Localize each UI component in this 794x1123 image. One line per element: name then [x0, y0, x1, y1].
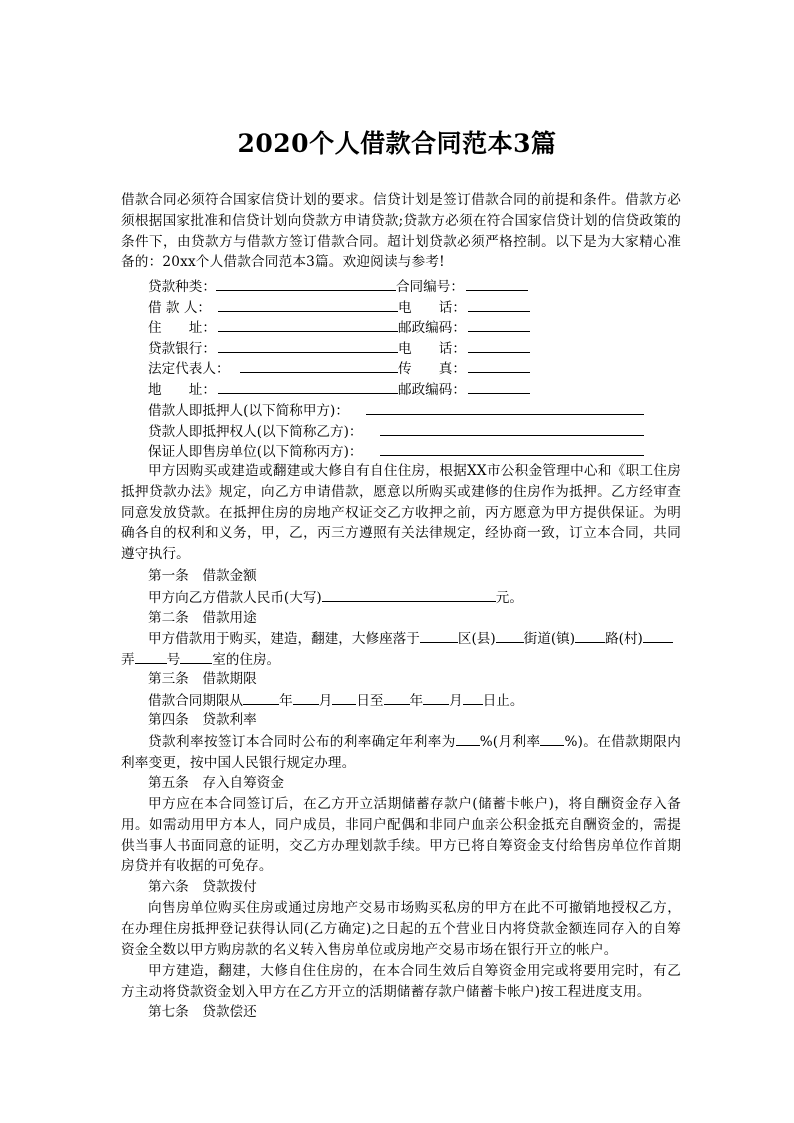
zip1-label: 邮政编码：: [398, 320, 466, 336]
preamble-paragraph: 甲方因购买或建造或翻建或大修自有自住住房，根据XX市公积金管理中心和《职工住房抵押贷款办法》规定，向乙方申请借款，愿意以所购买或建修的住房作为抵押。乙方经审查同意发放贷款。在抵押住房的房地产权证交乙方收押之前，丙方愿意为甲方提供保证。为明确各自的权利和义务，甲，乙，丙三方遵照有关法律规定，经协商一致，订立本合同，共同遵守执行。: [121, 463, 681, 563]
loan-type-label: 贷款种类：: [148, 279, 216, 295]
party-b-label: 贷款人即抵押权人(以下简称乙方)：: [148, 423, 363, 440]
start-month-field[interactable]: [293, 690, 319, 705]
article-3-text-4: 日至: [356, 692, 384, 709]
lane-field[interactable]: [135, 649, 167, 664]
article-6-heading: 第六条 贷款拨付: [148, 879, 257, 895]
form-row-party-c: [148, 441, 644, 462]
article-3-text-3: 月: [318, 692, 333, 709]
loan-amount-field[interactable]: [322, 587, 496, 602]
phone1-field[interactable]: [468, 297, 530, 312]
fax-label: 传 真：: [398, 361, 466, 377]
party-c-label: 保证人即售房单位(以下简称丙方)：: [148, 444, 363, 460]
intro-paragraph: 借款合同必须符合国家信贷计划的要求。信贷计划是签订借款合同的前提和条件。借款方必须根据国家批准和信贷计划向贷款方申请贷款;贷款方必须在符合国家信贷计划的信贷政策的条件下，由贷款方与借款方签订借款合同。超计划贷款必须严格控制。以下是为大家精心准备的：20xx个人借款合同范本3篇。欢迎阅读与参考!: [121, 192, 681, 271]
contract-no-field[interactable]: [466, 276, 528, 291]
fax-field[interactable]: [468, 358, 530, 373]
article-1-text-b: 元。: [495, 590, 523, 606]
article-2-heading: 第二条 借款用途: [148, 609, 257, 626]
article-3-text-2: 年: [279, 692, 293, 709]
article-2-text-1: 甲方借款用于购买，建造，翻建，大修座落于: [148, 631, 420, 647]
end-month-field[interactable]: [423, 690, 449, 705]
phone2-field[interactable]: [468, 338, 530, 353]
document-title: 2020个人借款合同范本3篇: [237, 129, 557, 158]
article-3-text-1: 借款合同期限从: [148, 692, 244, 709]
address2-label: 地 址：: [148, 381, 216, 398]
annual-rate-field[interactable]: [456, 731, 480, 746]
article-4-paragraph: [121, 731, 681, 774]
article-4-heading: 第四条 贷款利率: [148, 712, 257, 728]
form-row-address1: [148, 317, 530, 338]
start-day-field[interactable]: [332, 690, 356, 705]
start-year-field[interactable]: [243, 690, 279, 705]
form-row-bank: [148, 338, 530, 359]
party-b-field[interactable]: [380, 421, 644, 436]
address1-field[interactable]: [218, 317, 398, 332]
end-day-field[interactable]: [463, 690, 483, 705]
article-2-text-4: 路(村): [605, 631, 643, 647]
road-field-2[interactable]: [643, 628, 673, 643]
loan-type-field[interactable]: [216, 276, 396, 291]
article-1-text-a: 甲方向乙方借款人民币(大写): [148, 590, 322, 606]
article-4-text-2: %(月利率: [479, 734, 541, 750]
district-field[interactable]: [420, 628, 458, 643]
borrower-field[interactable]: [218, 297, 398, 312]
address2-field[interactable]: [218, 379, 398, 394]
zip1-field[interactable]: [468, 317, 530, 332]
article-7-heading: 第七条 贷款偿还: [148, 1004, 257, 1020]
form-row-loan-type: [148, 276, 528, 297]
zip2-label: 邮政编码：: [398, 381, 466, 398]
form-row-legal-rep: [148, 358, 530, 379]
article-3-text-5: 年: [409, 692, 424, 709]
article-5-heading: 第五条 存入自筹资金: [148, 774, 284, 791]
form-row-party-a: [148, 400, 644, 421]
article-2-text-6: 号: [166, 651, 181, 668]
article-2-text-5: 弄: [121, 651, 135, 668]
article-4-text-3: %)。在借款期限内利率变更，按中国人民银行规定办理。: [121, 734, 681, 771]
article-2-text-7: 室的住房。: [212, 651, 281, 668]
article-2-text-3: 街道(镇): [523, 631, 576, 647]
contract-no-label: 合同编号：: [395, 279, 464, 295]
phone2-label: 电 话：: [398, 340, 466, 357]
phone1-label: 电 话：: [398, 299, 466, 316]
article-2-line-1: [148, 628, 673, 649]
form-row-address2: [148, 379, 530, 400]
form-row-borrower: [148, 297, 530, 318]
article-2-line-2: [121, 649, 280, 670]
article-4-text-1: 贷款利率按签订本合同时公布的利率确定年利率为: [148, 734, 456, 750]
monthly-rate-field[interactable]: [540, 731, 564, 746]
article-3-text-7: 日止。: [482, 692, 524, 709]
article-1-heading: 第一条 借款金额: [148, 568, 257, 584]
number-field[interactable]: [180, 649, 212, 664]
legal-rep-label: 法定代表人：: [148, 361, 230, 377]
bank-label: 贷款银行：: [148, 340, 216, 357]
article-6-paragraph-2: 甲方建造，翻建，大修自住住房的，在本合同生效后自筹资金用完或将要用完时，有乙方主动将贷款资金划入甲方在乙方开立的活期储蓄存款户储蓄卡帐户)按工程进度支用。: [121, 963, 681, 1000]
party-a-field[interactable]: [366, 400, 644, 415]
party-a-label: 借款人即抵押人(以下简称甲方)：: [148, 403, 349, 419]
article-3-heading: 第三条 借款期限: [148, 671, 257, 687]
zip2-field[interactable]: [468, 379, 530, 394]
article-1-line: [148, 587, 523, 608]
road-field[interactable]: [575, 628, 605, 643]
legal-rep-field[interactable]: [240, 358, 398, 373]
article-6-paragraph-1: 向售房单位购买住房或通过房地产交易市场购买私房的甲方在此不可撤销地授权乙方，在办理住房抵押登记获得认同(乙方确定)之日起的五个营业日内将贷款金额连同存入的自筹资金全数以甲方购房款的名义转入售房单位或房地产交易市场在银行开立的帐户。: [121, 900, 681, 958]
address1-label: 住 址：: [148, 320, 216, 336]
article-3-line: [148, 690, 524, 711]
end-year-field[interactable]: [384, 690, 410, 705]
form-row-party-b: [148, 421, 644, 442]
article-2-text-2: 区(县): [457, 631, 496, 647]
borrower-label: 借 款 人：: [148, 299, 212, 316]
article-3-text-6: 月: [449, 692, 463, 709]
bank-field[interactable]: [218, 338, 398, 353]
party-c-field[interactable]: [380, 441, 644, 456]
street-field[interactable]: [496, 628, 524, 643]
article-5-paragraph: 甲方应在本合同签订后，在乙方开立活期储蓄存款户(储蓄卡帐户)，将自酬资金存入备用。如需动用甲方本人，同户成员，非同户配偶和非同户血亲公积金抵充自酬资金的，需提供当事人书面同意的证明，交乙方办理划款手续。甲方已将自筹资金支付给售房单位作首期房贷并有收据的可免存。: [121, 796, 681, 875]
